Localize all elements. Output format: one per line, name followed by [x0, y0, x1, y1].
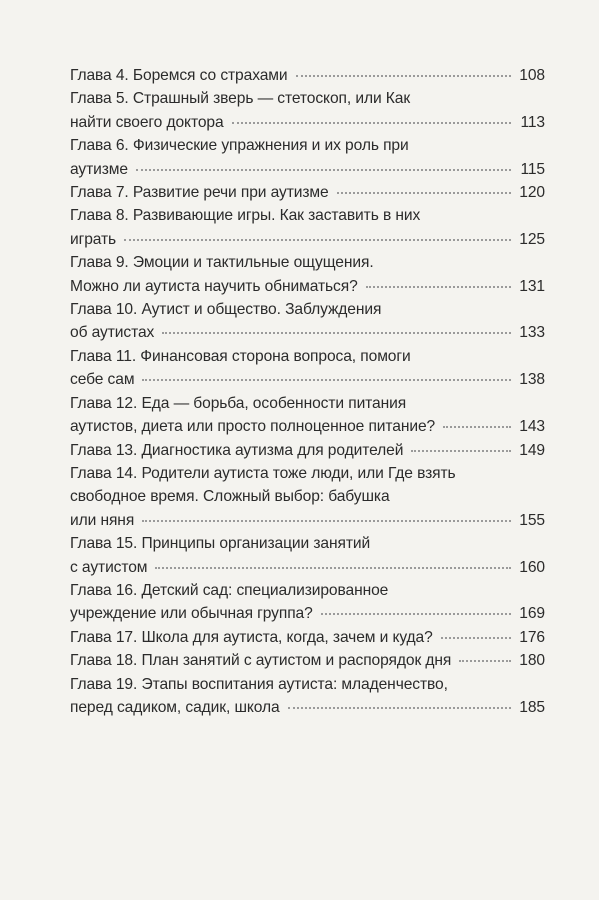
- toc-entry-page-number: 138: [519, 371, 545, 389]
- toc-entry-title-line: Глава 5. Страшный зверь — стетоскоп, или Как: [70, 90, 411, 108]
- toc-entry-page-number: 176: [519, 628, 545, 646]
- dot-leader: [296, 74, 511, 77]
- toc-entry: [70, 532, 545, 579]
- toc-entry-last-line: [70, 158, 545, 181]
- dot-leader: [155, 566, 511, 569]
- toc-entry-last-line: [70, 509, 545, 532]
- toc-entry: [70, 298, 545, 345]
- toc-entry-page-number: 120: [519, 184, 545, 202]
- toc-entry-title-line: перед садиком, садик, школа: [70, 698, 280, 716]
- dot-leader: [142, 378, 511, 381]
- toc-entry-title-line: себе сам: [70, 371, 135, 389]
- toc-entry-title-line: или няня: [70, 511, 135, 529]
- toc-entry-title-line: Глава 18. План занятий с аутистом и распорядок дня: [70, 652, 452, 670]
- toc-entry-last-line: [70, 626, 545, 649]
- toc-entry-page-number: 143: [519, 418, 545, 436]
- toc-entry: [70, 345, 545, 392]
- toc-entry-title-line: Глава 10. Аутист и общество. Заблуждения: [70, 301, 382, 319]
- dot-leader: [136, 168, 511, 171]
- toc-entry-page-number: 149: [519, 441, 545, 459]
- toc-entry-last-line: [70, 181, 545, 204]
- toc-entry-last-line: [70, 439, 545, 462]
- toc-entry-title-line: Глава 13. Диагностика аутизма для родителей: [70, 441, 404, 459]
- toc-entry: [70, 204, 545, 251]
- toc-entry-title-line: учреждение или обычная группа?: [70, 605, 313, 623]
- toc-entry-page-number: 125: [519, 230, 545, 248]
- toc-entry-last-line: [70, 228, 545, 251]
- dot-leader: [337, 191, 511, 194]
- toc-entry-title-line: с аутистом: [70, 558, 148, 576]
- toc-entry-page-number: 113: [520, 113, 545, 131]
- dot-leader: [411, 449, 511, 452]
- toc-entry: [70, 181, 545, 204]
- dot-leader: [321, 612, 511, 615]
- toc-entry-title-line: Глава 6. Физические упражнения и их роль при: [70, 137, 409, 155]
- toc-entry-title-line: Глава 11. Финансовая сторона вопроса, помоги: [70, 347, 411, 365]
- toc-entry-last-line: [70, 64, 545, 87]
- dot-leader: [441, 636, 511, 639]
- toc-entry-page-number: 133: [519, 324, 545, 342]
- toc-entry-title-line: Глава 17. Школа для аутиста, когда, зачем и куда?: [70, 628, 433, 646]
- toc-entry-title-line: Глава 15. Принципы организации занятий: [70, 535, 371, 553]
- toc-entry: [70, 134, 545, 181]
- toc-entry-title-line: найти своего доктора: [70, 113, 224, 131]
- toc-entry-title-line: Глава 12. Еда — борьба, особенности питания: [70, 394, 407, 412]
- toc-entry-page-number: 185: [519, 698, 545, 716]
- toc-entry-last-line: [70, 321, 545, 344]
- toc-entry: [70, 673, 545, 720]
- dot-leader: [142, 519, 511, 522]
- toc-entry: [70, 64, 545, 87]
- toc-entry-title-line: Глава 14. Родители аутиста тоже люди, или Где взять: [70, 464, 456, 482]
- toc-entry-last-line: [70, 275, 545, 298]
- dot-leader: [459, 659, 511, 662]
- dot-leader: [288, 706, 511, 709]
- toc-entry-last-line: [70, 696, 545, 719]
- toc-entry-title-line: свободное время. Сложный выбор: бабушка: [70, 488, 390, 506]
- toc-entry: [70, 626, 545, 649]
- toc-entry-title-line: Глава 19. Этапы воспитания аутиста: младенчество,: [70, 675, 448, 693]
- toc-entry-last-line: [70, 649, 545, 672]
- toc-entry-last-line: [70, 111, 545, 134]
- toc-entry: [70, 87, 545, 134]
- dot-leader: [124, 238, 511, 241]
- dot-leader: [366, 285, 511, 288]
- toc-entry-last-line: [70, 368, 545, 391]
- toc-entry-title-line: Глава 7. Развитие речи при аутизме: [70, 184, 329, 202]
- toc-entry-page-number: 108: [519, 67, 545, 84]
- toc-entry: [70, 439, 545, 462]
- toc-entry-page-number: 131: [519, 277, 545, 295]
- toc-entry: [70, 392, 545, 439]
- toc-entry-title-line: Глава 4. Боремся со страхами: [70, 67, 288, 84]
- toc-entry: [70, 462, 545, 532]
- toc-entry-page-number: 115: [520, 160, 545, 178]
- toc-entry-title-line: Глава 8. Развивающие игры. Как заставить в них: [70, 207, 421, 225]
- toc-entry-title-line: об аутистах: [70, 324, 155, 342]
- toc-entry-last-line: [70, 556, 545, 579]
- toc-entry-title-line: аутистов, диета или просто полноценное питание?: [70, 418, 436, 436]
- toc-entry: [70, 579, 545, 626]
- toc-entry: [70, 649, 545, 672]
- toc-entry-title-line: Глава 16. Детский сад: специализированное: [70, 581, 389, 599]
- toc-entry-title-line: Глава 9. Эмоции и тактильные ощущения.: [70, 254, 374, 272]
- toc-entry-last-line: [70, 602, 545, 625]
- toc-entry-page-number: 180: [519, 652, 545, 670]
- toc-entry-title-line: Можно ли аутиста научить обниматься?: [70, 277, 358, 295]
- toc-entry-page-number: 155: [519, 511, 545, 529]
- toc-entry-page-number: 169: [519, 605, 545, 623]
- toc-entry-page-number: 160: [519, 558, 545, 576]
- dot-leader: [162, 331, 511, 334]
- toc-entry-title-line: играть: [70, 230, 117, 248]
- toc-entry-last-line: [70, 415, 545, 438]
- dot-leader: [443, 425, 511, 428]
- dot-leader: [232, 121, 511, 124]
- toc-entry-title-line: аутизме: [70, 160, 128, 178]
- toc-entry: [70, 251, 545, 298]
- table-of-contents: [70, 64, 545, 719]
